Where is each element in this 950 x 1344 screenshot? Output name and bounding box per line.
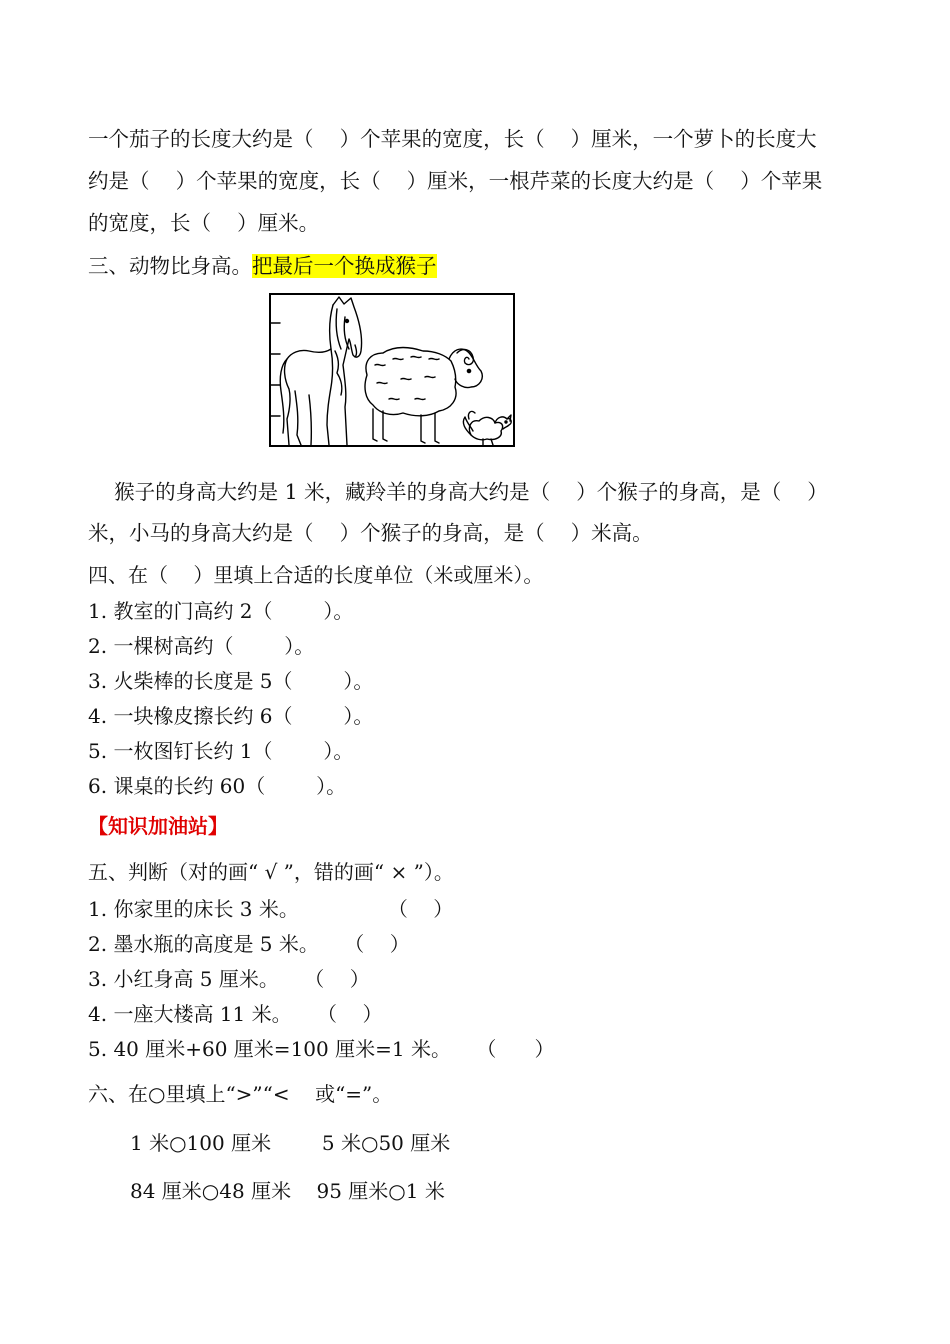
animal-illustration xyxy=(271,295,513,445)
rooster-drawing xyxy=(463,411,511,445)
section4-title: 四、在（ ）里填上合适的长度单位（米或厘米）。 xyxy=(88,563,544,587)
section4-item-6: 6. 课桌的长约 60（ ）。 xyxy=(88,774,347,798)
section5-item-2: 2. 墨水瓶的高度是 5 米。 （ ） xyxy=(88,932,410,956)
section5-item-3: 3. 小红身高 5 厘米。 （ ） xyxy=(88,967,370,991)
para1-line1: 一个茄子的长度大约是（ ）个苹果的宽度，长（ ）厘米，一个萝卜的长度大 xyxy=(88,127,817,151)
section4-item-5: 5. 一枚图钉长约 1（ ）。 xyxy=(88,739,354,763)
antelope-drawing xyxy=(365,348,482,444)
section5-item-5: 5. 40 厘米+60 厘米=100 厘米=1 米。 （ ） xyxy=(88,1037,555,1061)
section3-heading xyxy=(88,253,437,279)
section4-item-2: 2. 一棵树高约（ ）。 xyxy=(88,634,315,658)
section6-row-1: 1 米○100 厘米 5 米○50 厘米 xyxy=(130,1131,451,1155)
section6-row-2: 84 厘米○48 厘米 95 厘米○1 米 xyxy=(130,1179,445,1203)
para1-line2: 约是（ ）个苹果的宽度，长（ ）厘米，一根芹菜的长度大约是（ ）个苹果 xyxy=(88,169,823,193)
section4-item-3: 3. 火柴棒的长度是 5（ ）。 xyxy=(88,669,374,693)
highlighted-note: 把最后一个换成猴子 xyxy=(252,254,437,278)
para1-line3: 的宽度，长（ ）厘米。 xyxy=(88,211,320,235)
horse-drawing xyxy=(280,297,361,445)
section4-item-1: 1. 教室的门高约 2（ ）。 xyxy=(88,599,354,623)
section3-text1: 猴子的身高大约是 1 米，藏羚羊的身高大约是（ ）个猴子的身高，是（ ） xyxy=(88,480,828,504)
section6-title: 六、在○里填上“>”“< 或“=”。 xyxy=(88,1082,393,1106)
section5-title: 五、判断（对的画“ √ ”，错的画“ × ”）。 xyxy=(88,860,454,884)
animal-height-figure xyxy=(269,293,515,447)
section5-item-1: 1. 你家里的床长 3 米。 （ ） xyxy=(88,897,454,921)
section4-item-4: 4. 一块橡皮擦长约 6（ ）。 xyxy=(88,704,374,728)
section3-title: 三、动物比身高。 xyxy=(88,254,252,278)
section5-item-4: 4. 一座大楼高 11 米。 （ ） xyxy=(88,1002,383,1026)
knowledge-station-label: 【知识加油站】 xyxy=(88,814,228,838)
section3-text2: 米，小马的身高大约是（ ）个猴子的身高，是（ ）米高。 xyxy=(88,521,653,545)
